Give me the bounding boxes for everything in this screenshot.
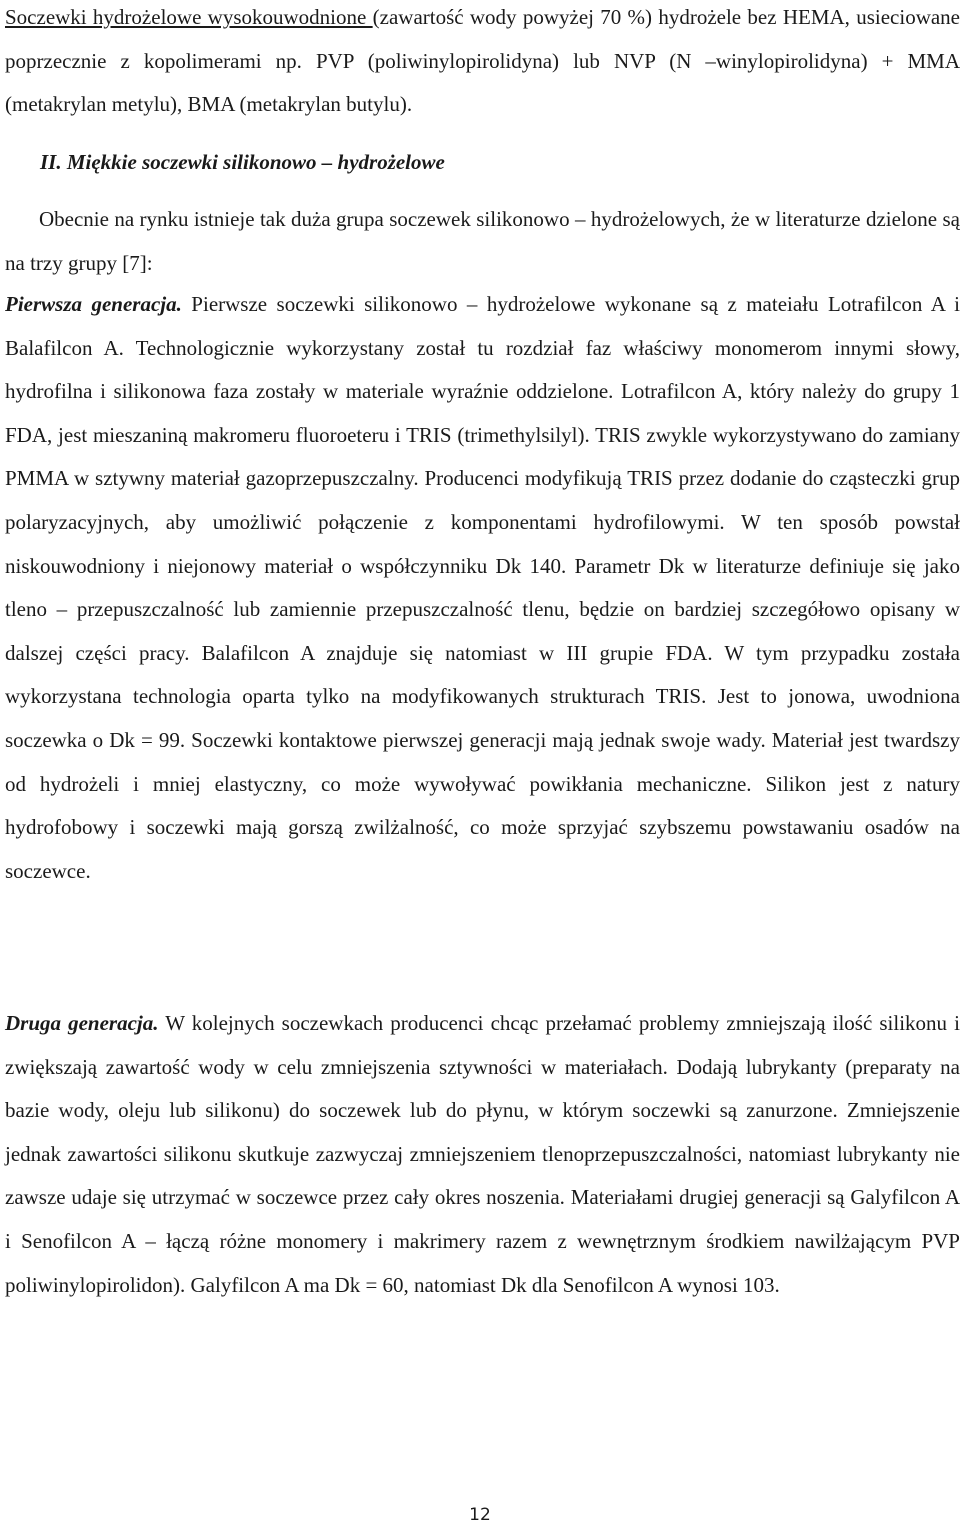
first-generation-text: Pierwsze soczewki silikonowo – hydrożelowe wykonane są z mateiału Lotrafilcon A i Balafilcon A. Technologicznie wykorzystany został tu rozdział faz właściwy monomerom innymi słowy, hydrofilna i silikonowa faza zostały w materiale wyraźnie oddzielone. Lotrafilcon A, który należy do grupy 1 FDA, jest mieszaniną makromeru fluoroeteru i TRIS (trimethylsilyl). TRIS zwykle wykorzystywano do zamiany PMMA w sztywny materiał gazoprzepuszczalny. Producenci modyfikują TRIS przez dodanie do cząsteczki grup polaryzacyjnych, aby umożliwić połączenie z komponentami hydrofilowymi. W ten sposób powstał niskouwodniony i niejonowy materiał o współczynniku Dk 140. Parametr Dk w literaturze definiuje się jako tleno – przepuszczalność lub zamiennie przepuszczalność tlenu, będzie on bardziej szczegółowo opisany w dalszej części pracy. Balafilcon A znajduje się natomiast w III grupie FDA. W tym przypadku została wykorzystana technologia oparta tylko na modyfikowanych strukturach TRIS. Jest to jonowa, uwodniona soczewka o Dk = 99. Soczewki kontaktowe pierwszej generacji mają jednak swoje wady. Materiał jest twardszy od hydrożeli i mniej elastyczny, co może wywoływać powikłania mechaniczne. Silikon jest z natury hydrofobowy i soczewki mają gorszą zwilżalność, co może sprzyjać szybszemu powstawaniu osadów na soczewce. [5, 292, 960, 883]
first-generation-label: Pierwsza generacja. [5, 292, 182, 316]
first-generation-paragraph [5, 283, 960, 893]
second-generation-paragraph [5, 1002, 960, 1307]
intro-paragraph [5, 0, 960, 127]
second-generation-label: Druga generacja. [5, 1011, 159, 1035]
intro-text: (zawartość wody powyżej 70 %) hydrożele bez HEMA, usieciowane poprzecznie z kopolimerami np. PVP (poliwinylopirolidyna) lub NVP (N –winylopirolidyna) + MMA (metakrylan metylu), BMA (metakrylan butylu). [5, 5, 960, 117]
section-heading: II. Miękkie soczewki silikonowo – hydrożelowe [40, 150, 445, 174]
page-number: 12 [469, 1505, 491, 1525]
section-lead-paragraph: Obecnie na rynku istnieje tak duża grupa soczewek silikonowo – hydrożelowych, że w literaturze dzielone są na trzy grupy [7]: [5, 207, 960, 275]
intro-term: Soczewki hydrożelowe wysokouwodnione [5, 5, 373, 29]
second-generation-text: W kolejnych soczewkach producenci chcąc przełamać problemy zmniejszają ilość silikonu i zwiększają zawartość wody w celu zmniejszenia sztywności w materiałach. Dodają lubrykanty (preparaty na bazie wody, oleju lub silikonu) do soczewek lub do płynu, w którym soczewki są zanurzone. Zmniejszenie jednak zawartości silikonu skutkuje zazwyczaj zmniejszeniem tlenoprzepuszczalności, natomiast lubrykanty nie zawsze udaje się utrzymać w soczewce przez cały okres noszenia. Materiałami drugiej generacji są Galyfilcon A i Senofilcon A – łączą różne monomery i makrimery razem z wewnętrznym środkiem nawilżającym PVP poliwinylopirolidon). Galyfilcon A ma Dk = 60, natomiast Dk dla Senofilcon A wynosi 103. [5, 1011, 960, 1297]
